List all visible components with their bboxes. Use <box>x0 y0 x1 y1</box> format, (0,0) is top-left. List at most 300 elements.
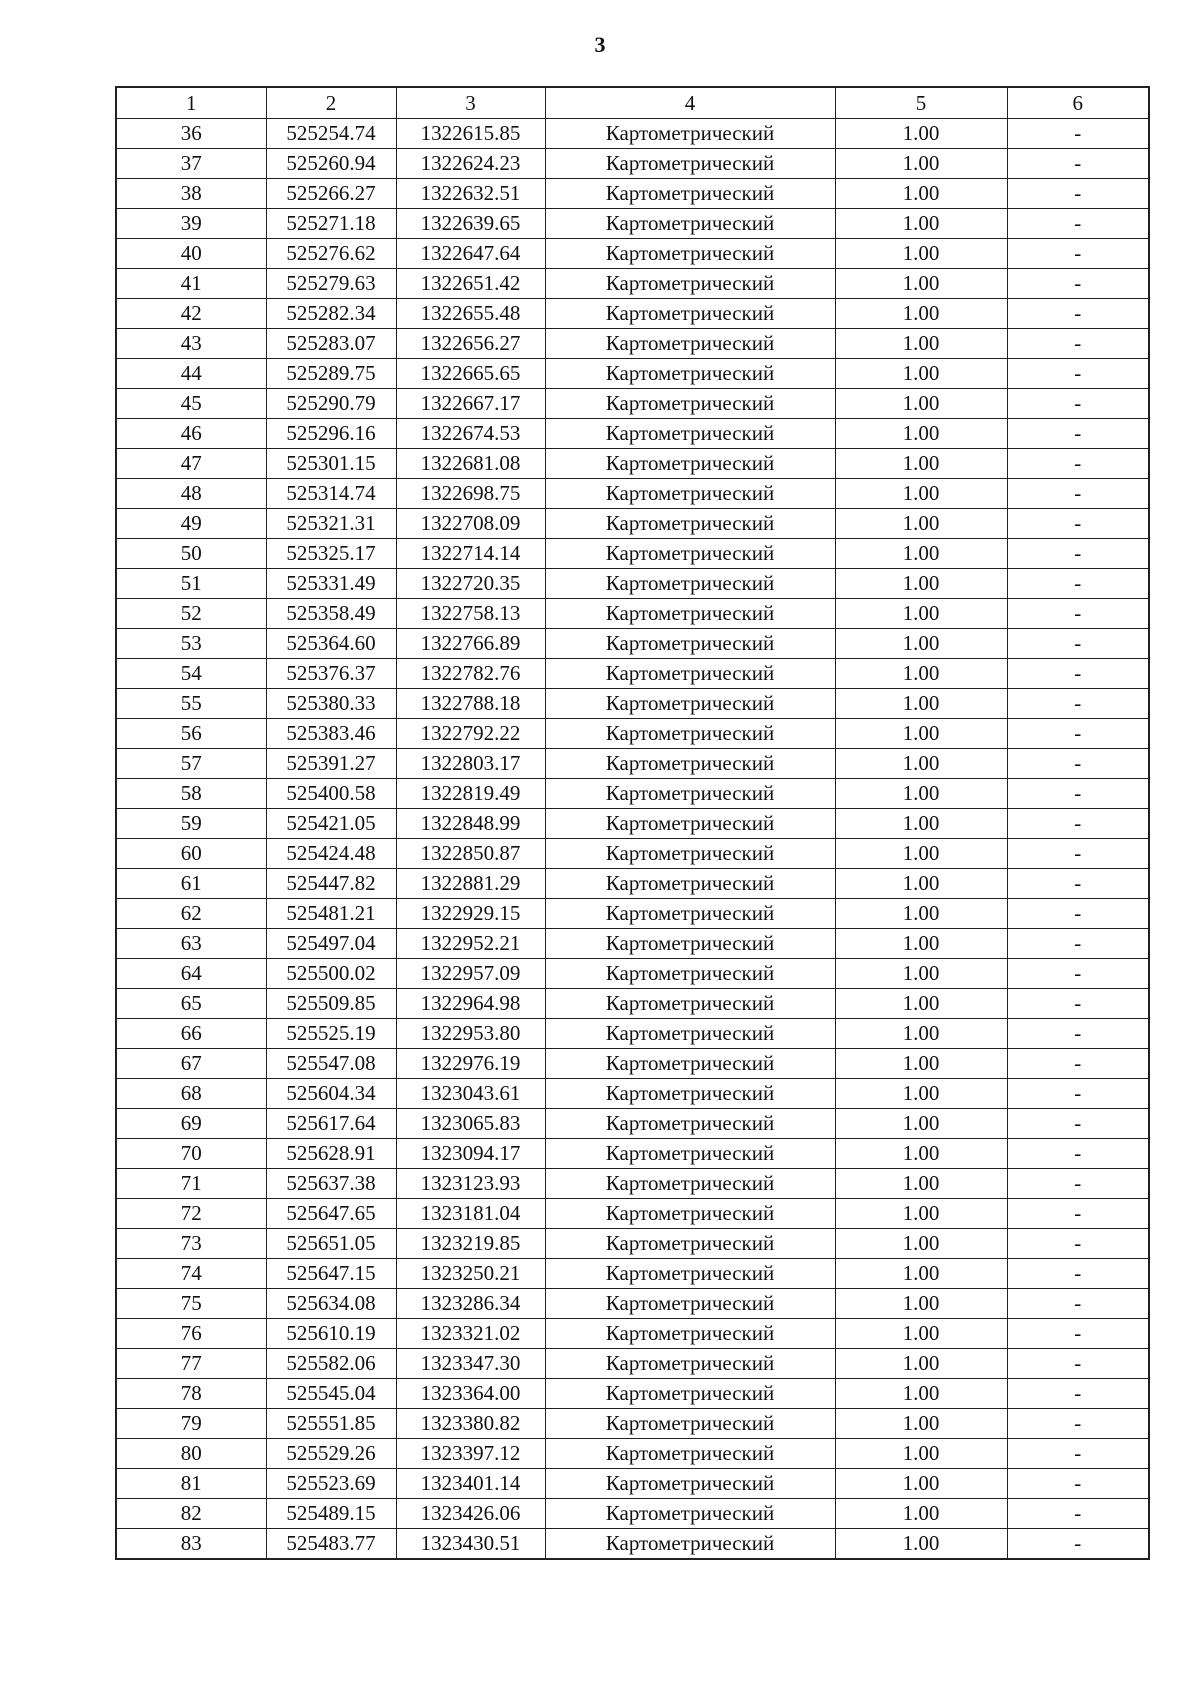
point-number-cell: 36 <box>116 119 266 149</box>
method-cell: Картометрический <box>545 119 835 149</box>
x-coordinate-cell: 525266.27 <box>266 179 396 209</box>
table-header <box>116 87 1149 119</box>
accuracy-cell: 1.00 <box>835 389 1007 419</box>
accuracy-cell: 1.00 <box>835 1229 1007 1259</box>
accuracy-cell: 1.00 <box>835 899 1007 929</box>
table-row <box>116 1049 1149 1079</box>
y-coordinate-cell: 1322964.98 <box>396 989 545 1019</box>
point-number-cell: 45 <box>116 389 266 419</box>
description-cell: - <box>1007 1289 1149 1319</box>
method-cell: Картометрический <box>545 1229 835 1259</box>
y-coordinate-cell: 1323397.12 <box>396 1439 545 1469</box>
accuracy-cell: 1.00 <box>835 479 1007 509</box>
y-coordinate-cell: 1322639.65 <box>396 209 545 239</box>
table-row <box>116 209 1149 239</box>
x-coordinate-cell: 525483.77 <box>266 1529 396 1560</box>
x-coordinate-cell: 525314.74 <box>266 479 396 509</box>
x-coordinate-cell: 525283.07 <box>266 329 396 359</box>
table-row <box>116 329 1149 359</box>
y-coordinate-cell: 1322782.76 <box>396 659 545 689</box>
point-number-cell: 50 <box>116 539 266 569</box>
table-row <box>116 179 1149 209</box>
table-row <box>116 689 1149 719</box>
y-coordinate-cell: 1323347.30 <box>396 1349 545 1379</box>
x-coordinate-cell: 525282.34 <box>266 299 396 329</box>
x-coordinate-cell: 525523.69 <box>266 1469 396 1499</box>
description-cell: - <box>1007 1109 1149 1139</box>
method-cell: Картометрический <box>545 1529 835 1560</box>
point-number-cell: 61 <box>116 869 266 899</box>
point-number-cell: 62 <box>116 899 266 929</box>
x-coordinate-cell: 525628.91 <box>266 1139 396 1169</box>
y-coordinate-cell: 1322803.17 <box>396 749 545 779</box>
description-cell: - <box>1007 809 1149 839</box>
y-coordinate-cell: 1323430.51 <box>396 1529 545 1560</box>
x-coordinate-cell: 525421.05 <box>266 809 396 839</box>
x-coordinate-cell: 525271.18 <box>266 209 396 239</box>
y-coordinate-cell: 1322647.64 <box>396 239 545 269</box>
y-coordinate-cell: 1322632.51 <box>396 179 545 209</box>
description-cell: - <box>1007 359 1149 389</box>
coordinates-table <box>115 86 1150 1560</box>
method-cell: Картометрический <box>545 389 835 419</box>
x-coordinate-cell: 525500.02 <box>266 959 396 989</box>
point-number-cell: 73 <box>116 1229 266 1259</box>
y-coordinate-cell: 1322819.49 <box>396 779 545 809</box>
method-cell: Картометрический <box>545 1109 835 1139</box>
method-cell: Картометрический <box>545 1139 835 1169</box>
accuracy-cell: 1.00 <box>835 779 1007 809</box>
y-coordinate-cell: 1322848.99 <box>396 809 545 839</box>
accuracy-cell: 1.00 <box>835 1379 1007 1409</box>
table-row <box>116 269 1149 299</box>
point-number-cell: 38 <box>116 179 266 209</box>
y-coordinate-cell: 1323181.04 <box>396 1199 545 1229</box>
description-cell: - <box>1007 1469 1149 1499</box>
method-cell: Картометрический <box>545 1169 835 1199</box>
description-cell: - <box>1007 479 1149 509</box>
table-row <box>116 1139 1149 1169</box>
point-number-cell: 48 <box>116 479 266 509</box>
description-cell: - <box>1007 1499 1149 1529</box>
description-cell: - <box>1007 1529 1149 1560</box>
point-number-cell: 56 <box>116 719 266 749</box>
point-number-cell: 39 <box>116 209 266 239</box>
accuracy-cell: 1.00 <box>835 239 1007 269</box>
y-coordinate-cell: 1323219.85 <box>396 1229 545 1259</box>
table-row <box>116 1319 1149 1349</box>
table-row <box>116 1109 1149 1139</box>
point-number-cell: 64 <box>116 959 266 989</box>
method-cell: Картометрический <box>545 749 835 779</box>
table-row <box>116 149 1149 179</box>
x-coordinate-cell: 525610.19 <box>266 1319 396 1349</box>
x-coordinate-cell: 525637.38 <box>266 1169 396 1199</box>
x-coordinate-cell: 525331.49 <box>266 569 396 599</box>
method-cell: Картометрический <box>545 779 835 809</box>
method-cell: Картометрический <box>545 869 835 899</box>
table-row <box>116 929 1149 959</box>
y-coordinate-cell: 1322674.53 <box>396 419 545 449</box>
method-cell: Картометрический <box>545 1319 835 1349</box>
table-row <box>116 779 1149 809</box>
table-row <box>116 539 1149 569</box>
x-coordinate-cell: 525489.15 <box>266 1499 396 1529</box>
point-number-cell: 55 <box>116 689 266 719</box>
y-coordinate-cell: 1323380.82 <box>396 1409 545 1439</box>
y-coordinate-cell: 1322681.08 <box>396 449 545 479</box>
y-coordinate-cell: 1322667.17 <box>396 389 545 419</box>
method-cell: Картометрический <box>545 899 835 929</box>
table-row <box>116 509 1149 539</box>
description-cell: - <box>1007 179 1149 209</box>
table-body <box>116 119 1149 1560</box>
point-number-cell: 60 <box>116 839 266 869</box>
method-cell: Картометрический <box>545 1469 835 1499</box>
table-row <box>116 1499 1149 1529</box>
table-row <box>116 1289 1149 1319</box>
table-row <box>116 119 1149 149</box>
method-cell: Картометрический <box>545 599 835 629</box>
table-row <box>116 299 1149 329</box>
point-number-cell: 67 <box>116 1049 266 1079</box>
method-cell: Картометрический <box>545 929 835 959</box>
x-coordinate-cell: 525582.06 <box>266 1349 396 1379</box>
column-header-4: 4 <box>545 87 835 119</box>
point-number-cell: 53 <box>116 629 266 659</box>
accuracy-cell: 1.00 <box>835 1259 1007 1289</box>
method-cell: Картометрический <box>545 1499 835 1529</box>
accuracy-cell: 1.00 <box>835 1349 1007 1379</box>
point-number-cell: 74 <box>116 1259 266 1289</box>
description-cell: - <box>1007 1199 1149 1229</box>
table-row <box>116 1469 1149 1499</box>
method-cell: Картометрический <box>545 269 835 299</box>
table-row <box>116 659 1149 689</box>
accuracy-cell: 1.00 <box>835 599 1007 629</box>
point-number-cell: 44 <box>116 359 266 389</box>
accuracy-cell: 1.00 <box>835 629 1007 659</box>
point-number-cell: 77 <box>116 1349 266 1379</box>
accuracy-cell: 1.00 <box>835 989 1007 1019</box>
method-cell: Картометрический <box>545 1259 835 1289</box>
accuracy-cell: 1.00 <box>835 1169 1007 1199</box>
table-row <box>116 749 1149 779</box>
point-number-cell: 80 <box>116 1439 266 1469</box>
point-number-cell: 83 <box>116 1529 266 1560</box>
x-coordinate-cell: 525260.94 <box>266 149 396 179</box>
description-cell: - <box>1007 1379 1149 1409</box>
table-row <box>116 419 1149 449</box>
x-coordinate-cell: 525279.63 <box>266 269 396 299</box>
x-coordinate-cell: 525289.75 <box>266 359 396 389</box>
table-row <box>116 1169 1149 1199</box>
point-number-cell: 40 <box>116 239 266 269</box>
accuracy-cell: 1.00 <box>835 359 1007 389</box>
accuracy-cell: 1.00 <box>835 269 1007 299</box>
method-cell: Картометрический <box>545 359 835 389</box>
description-cell: - <box>1007 629 1149 659</box>
y-coordinate-cell: 1322651.42 <box>396 269 545 299</box>
description-cell: - <box>1007 299 1149 329</box>
x-coordinate-cell: 525325.17 <box>266 539 396 569</box>
description-cell: - <box>1007 389 1149 419</box>
method-cell: Картометрический <box>545 719 835 749</box>
method-cell: Картометрический <box>545 839 835 869</box>
y-coordinate-cell: 1322615.85 <box>396 119 545 149</box>
method-cell: Картометрический <box>545 299 835 329</box>
accuracy-cell: 1.00 <box>835 1469 1007 1499</box>
method-cell: Картометрический <box>545 1289 835 1319</box>
point-number-cell: 58 <box>116 779 266 809</box>
description-cell: - <box>1007 989 1149 1019</box>
y-coordinate-cell: 1322708.09 <box>396 509 545 539</box>
column-header-1: 1 <box>116 87 266 119</box>
point-number-cell: 59 <box>116 809 266 839</box>
table-row <box>116 1439 1149 1469</box>
table-row <box>116 1529 1149 1560</box>
table-row <box>116 809 1149 839</box>
description-cell: - <box>1007 449 1149 479</box>
column-header-3: 3 <box>396 87 545 119</box>
column-header-2: 2 <box>266 87 396 119</box>
accuracy-cell: 1.00 <box>835 329 1007 359</box>
column-header-5: 5 <box>835 87 1007 119</box>
table-row <box>116 1259 1149 1289</box>
x-coordinate-cell: 525509.85 <box>266 989 396 1019</box>
method-cell: Картометрический <box>545 209 835 239</box>
y-coordinate-cell: 1322929.15 <box>396 899 545 929</box>
method-cell: Картометрический <box>545 449 835 479</box>
y-coordinate-cell: 1322655.48 <box>396 299 545 329</box>
x-coordinate-cell: 525651.05 <box>266 1229 396 1259</box>
x-coordinate-cell: 525545.04 <box>266 1379 396 1409</box>
description-cell: - <box>1007 1079 1149 1109</box>
table-row <box>116 389 1149 419</box>
point-number-cell: 51 <box>116 569 266 599</box>
accuracy-cell: 1.00 <box>835 149 1007 179</box>
description-cell: - <box>1007 1139 1149 1169</box>
accuracy-cell: 1.00 <box>835 1319 1007 1349</box>
y-coordinate-cell: 1323426.06 <box>396 1499 545 1529</box>
method-cell: Картометрический <box>545 1199 835 1229</box>
y-coordinate-cell: 1323286.34 <box>396 1289 545 1319</box>
x-coordinate-cell: 525296.16 <box>266 419 396 449</box>
point-number-cell: 65 <box>116 989 266 1019</box>
x-coordinate-cell: 525547.08 <box>266 1049 396 1079</box>
description-cell: - <box>1007 209 1149 239</box>
point-number-cell: 81 <box>116 1469 266 1499</box>
x-coordinate-cell: 525525.19 <box>266 1019 396 1049</box>
accuracy-cell: 1.00 <box>835 929 1007 959</box>
y-coordinate-cell: 1322976.19 <box>396 1049 545 1079</box>
y-coordinate-cell: 1322957.09 <box>396 959 545 989</box>
accuracy-cell: 1.00 <box>835 419 1007 449</box>
description-cell: - <box>1007 749 1149 779</box>
x-coordinate-cell: 525254.74 <box>266 119 396 149</box>
point-number-cell: 70 <box>116 1139 266 1169</box>
y-coordinate-cell: 1322665.65 <box>396 359 545 389</box>
description-cell: - <box>1007 1169 1149 1199</box>
x-coordinate-cell: 525290.79 <box>266 389 396 419</box>
point-number-cell: 46 <box>116 419 266 449</box>
description-cell: - <box>1007 1439 1149 1469</box>
y-coordinate-cell: 1322720.35 <box>396 569 545 599</box>
point-number-cell: 49 <box>116 509 266 539</box>
accuracy-cell: 1.00 <box>835 1439 1007 1469</box>
method-cell: Картометрический <box>545 329 835 359</box>
y-coordinate-cell: 1323094.17 <box>396 1139 545 1169</box>
y-coordinate-cell: 1323123.93 <box>396 1169 545 1199</box>
method-cell: Картометрический <box>545 629 835 659</box>
x-coordinate-cell: 525647.65 <box>266 1199 396 1229</box>
accuracy-cell: 1.00 <box>835 209 1007 239</box>
x-coordinate-cell: 525424.48 <box>266 839 396 869</box>
method-cell: Картометрический <box>545 569 835 599</box>
table-row <box>116 359 1149 389</box>
table-row <box>116 1349 1149 1379</box>
method-cell: Картометрический <box>545 419 835 449</box>
x-coordinate-cell: 525391.27 <box>266 749 396 779</box>
point-number-cell: 57 <box>116 749 266 779</box>
table-row <box>116 569 1149 599</box>
method-cell: Картометрический <box>545 179 835 209</box>
table-row <box>116 1079 1149 1109</box>
method-cell: Картометрический <box>545 1439 835 1469</box>
method-cell: Картометрический <box>545 1409 835 1439</box>
accuracy-cell: 1.00 <box>835 809 1007 839</box>
y-coordinate-cell: 1322766.89 <box>396 629 545 659</box>
accuracy-cell: 1.00 <box>835 689 1007 719</box>
description-cell: - <box>1007 1229 1149 1259</box>
method-cell: Картометрический <box>545 809 835 839</box>
x-coordinate-cell: 525376.37 <box>266 659 396 689</box>
accuracy-cell: 1.00 <box>835 1019 1007 1049</box>
method-cell: Картометрический <box>545 479 835 509</box>
method-cell: Картометрический <box>545 659 835 689</box>
description-cell: - <box>1007 659 1149 689</box>
description-cell: - <box>1007 329 1149 359</box>
accuracy-cell: 1.00 <box>835 839 1007 869</box>
description-cell: - <box>1007 149 1149 179</box>
accuracy-cell: 1.00 <box>835 299 1007 329</box>
point-number-cell: 52 <box>116 599 266 629</box>
table-row <box>116 839 1149 869</box>
point-number-cell: 69 <box>116 1109 266 1139</box>
accuracy-cell: 1.00 <box>835 1499 1007 1529</box>
table-row <box>116 989 1149 1019</box>
accuracy-cell: 1.00 <box>835 1139 1007 1169</box>
y-coordinate-cell: 1322850.87 <box>396 839 545 869</box>
point-number-cell: 47 <box>116 449 266 479</box>
x-coordinate-cell: 525383.46 <box>266 719 396 749</box>
accuracy-cell: 1.00 <box>835 1109 1007 1139</box>
accuracy-cell: 1.00 <box>835 449 1007 479</box>
table-row <box>116 959 1149 989</box>
x-coordinate-cell: 525617.64 <box>266 1109 396 1139</box>
description-cell: - <box>1007 509 1149 539</box>
accuracy-cell: 1.00 <box>835 869 1007 899</box>
y-coordinate-cell: 1323321.02 <box>396 1319 545 1349</box>
description-cell: - <box>1007 869 1149 899</box>
table-row <box>116 449 1149 479</box>
method-cell: Картометрический <box>545 1019 835 1049</box>
method-cell: Картометрический <box>545 959 835 989</box>
accuracy-cell: 1.00 <box>835 569 1007 599</box>
description-cell: - <box>1007 239 1149 269</box>
accuracy-cell: 1.00 <box>835 1049 1007 1079</box>
x-coordinate-cell: 525529.26 <box>266 1439 396 1469</box>
point-number-cell: 68 <box>116 1079 266 1109</box>
method-cell: Картометрический <box>545 1379 835 1409</box>
x-coordinate-cell: 525364.60 <box>266 629 396 659</box>
point-number-cell: 54 <box>116 659 266 689</box>
page-number: 3 <box>594 32 606 57</box>
accuracy-cell: 1.00 <box>835 509 1007 539</box>
description-cell: - <box>1007 539 1149 569</box>
table-row <box>116 1019 1149 1049</box>
point-number-cell: 37 <box>116 149 266 179</box>
accuracy-cell: 1.00 <box>835 539 1007 569</box>
description-cell: - <box>1007 929 1149 959</box>
point-number-cell: 82 <box>116 1499 266 1529</box>
table-row <box>116 719 1149 749</box>
y-coordinate-cell: 1323364.00 <box>396 1379 545 1409</box>
accuracy-cell: 1.00 <box>835 1079 1007 1109</box>
table-row <box>116 1199 1149 1229</box>
table-row <box>116 629 1149 659</box>
accuracy-cell: 1.00 <box>835 659 1007 689</box>
y-coordinate-cell: 1323065.83 <box>396 1109 545 1139</box>
method-cell: Картометрический <box>545 509 835 539</box>
method-cell: Картометрический <box>545 239 835 269</box>
point-number-cell: 42 <box>116 299 266 329</box>
y-coordinate-cell: 1322953.80 <box>396 1019 545 1049</box>
x-coordinate-cell: 525276.62 <box>266 239 396 269</box>
method-cell: Картометрический <box>545 149 835 179</box>
point-number-cell: 79 <box>116 1409 266 1439</box>
y-coordinate-cell: 1323401.14 <box>396 1469 545 1499</box>
y-coordinate-cell: 1322792.22 <box>396 719 545 749</box>
description-cell: - <box>1007 779 1149 809</box>
table-row <box>116 1229 1149 1259</box>
x-coordinate-cell: 525634.08 <box>266 1289 396 1319</box>
description-cell: - <box>1007 1019 1149 1049</box>
point-number-cell: 75 <box>116 1289 266 1319</box>
method-cell: Картометрический <box>545 1079 835 1109</box>
y-coordinate-cell: 1322952.21 <box>396 929 545 959</box>
accuracy-cell: 1.00 <box>835 179 1007 209</box>
y-coordinate-cell: 1322624.23 <box>396 149 545 179</box>
point-number-cell: 72 <box>116 1199 266 1229</box>
table-row <box>116 599 1149 629</box>
y-coordinate-cell: 1323043.61 <box>396 1079 545 1109</box>
y-coordinate-cell: 1322698.75 <box>396 479 545 509</box>
x-coordinate-cell: 525604.34 <box>266 1079 396 1109</box>
point-number-cell: 63 <box>116 929 266 959</box>
accuracy-cell: 1.00 <box>835 959 1007 989</box>
method-cell: Картометрический <box>545 989 835 1019</box>
point-number-cell: 66 <box>116 1019 266 1049</box>
method-cell: Картометрический <box>545 689 835 719</box>
description-cell: - <box>1007 569 1149 599</box>
point-number-cell: 78 <box>116 1379 266 1409</box>
x-coordinate-cell: 525380.33 <box>266 689 396 719</box>
table-row <box>116 869 1149 899</box>
x-coordinate-cell: 525481.21 <box>266 899 396 929</box>
x-coordinate-cell: 525447.82 <box>266 869 396 899</box>
x-coordinate-cell: 525321.31 <box>266 509 396 539</box>
